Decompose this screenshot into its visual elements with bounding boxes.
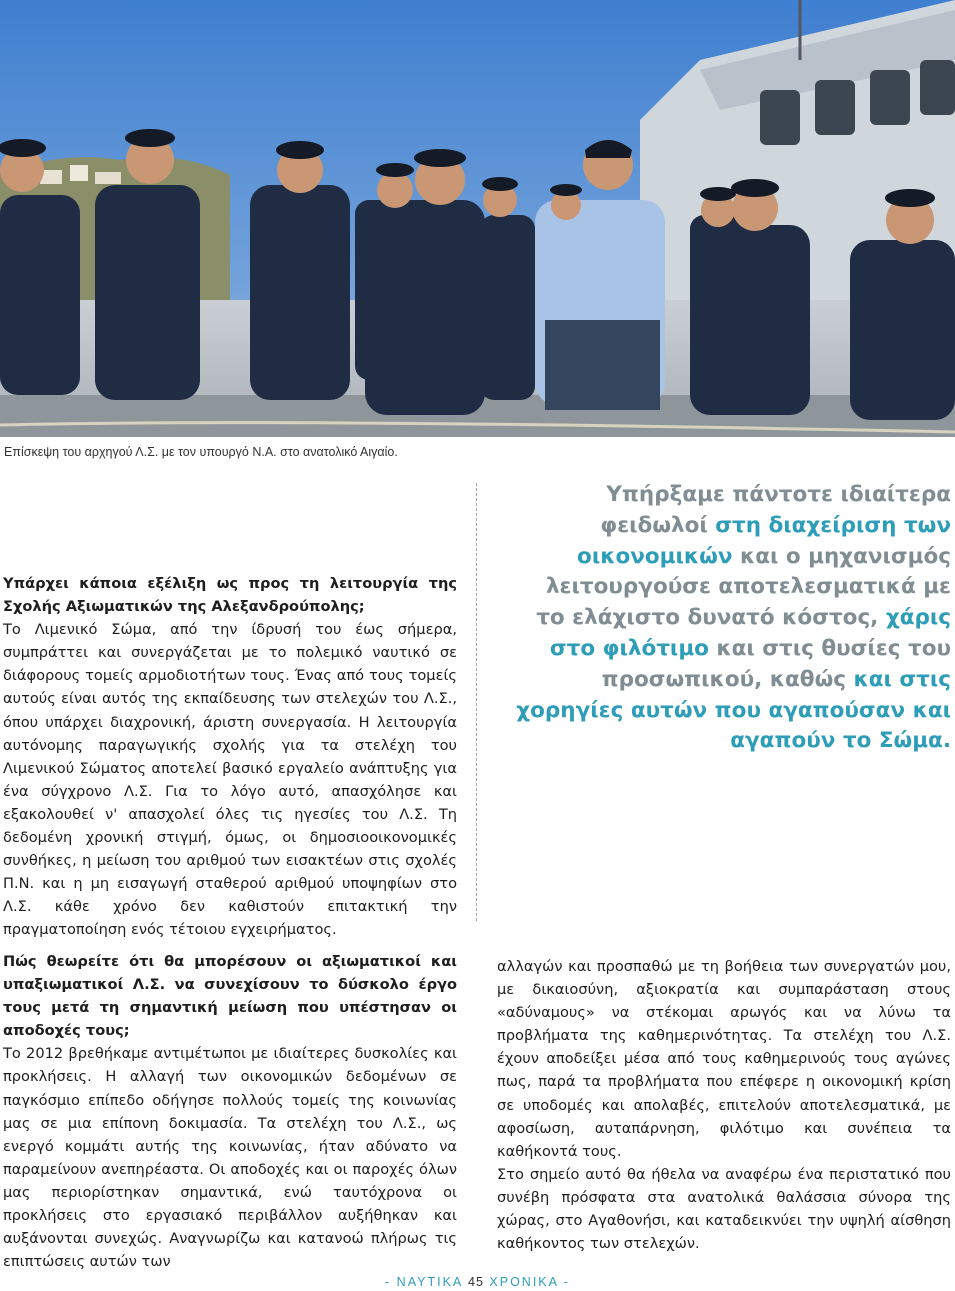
photo-caption: Επίσκεψη του αρχηγού Λ.Σ. με τον υπουργό Ν.Α. στο ανατολικό Αιγαίο. (4, 445, 398, 459)
pull-quote-highlight: στη διαχείριση των οικονομικών (577, 512, 951, 569)
footer-magazine-left: - ΝΑΥΤΙΚΑ (385, 1275, 469, 1289)
answer-2: Το 2012 βρεθήκαμε αντιμέτωποι με ιδιαίτερες δυσκολίες και προκλήσεις. Η αλλαγή των οικονομικών δεδομένων σε παγκόσμιο επίπεδο οδήγησε πολλούς τομείς της κοινωνίας μας σε μια επίπονη δοκιμασία. Τα στελέχη του Λ.Σ., ως ενεργό κομμάτι αυτής της κοινωνίας, ήταν αδύνατο να παραμείνουν ανεπηρέαστα. Οι αποδοχές και οι παροχές όλων μας περιορίστηκαν σημαντικά, ενώ ταυτόχρονα οι προκλήσεις στο εργασιακό περιβάλλον αυξήθηκαν και αυξάνονται συνεχώς. Αναγνωρίζω και κατανοώ πλήρως τις επιπτώσεις αυτών των (3, 1045, 457, 1271)
column-1 (3, 572, 457, 942)
pull-quote-text: Υπήρξαμε πάντοτε ιδιαίτερα φειδωλοί (600, 482, 951, 538)
column-2 (3, 950, 457, 1273)
page-footer (0, 1275, 955, 1289)
column-3 (497, 955, 951, 1255)
group-photo-icon (0, 0, 955, 437)
pull-quote-highlight: χάρις στο φιλότιμο (549, 605, 951, 661)
pull-quote-text: και ο μηχανισμός λειτουργούσε αποτελεσματικά με το ελάχιστο δυνατό κόστος, (536, 543, 951, 631)
pull-quote (511, 480, 951, 757)
question-2: Πώς θεωρείτε ότι θα μπορέσουν οι αξιωματικοί και υπαξιωματικοί Λ.Σ. να συνεχίσουν το δύσκολο έργο τους μετά τη σημαντική μείωση που υπέστησαν οι αποδοχές τους; (3, 953, 457, 1040)
answer-1: Το Λιμενικό Σώμα, από την ίδρυσή του έως σήμερα, συμπράττει και συνεργάζεται με το πολεμικό ναυτικό σε διάφορους τομείς αρμοδιοτήτων τους. Ένας από τους τομείς αυτούς είναι αυτός της εκπαίδευσης των στελεχών του Λ.Σ., όπου υπάρχει διαχρονική, άριστη συνεργασία. Η λειτουργία αυτόνομης παραγωγικής σχολής για τα στελέχη του Λιμενικού Σώματος αποτελεί βασικό εργαλείο ανάπτυξης για ένα σύγχρονο Λ.Σ. Για το λόγο αυτό, απασχόλησε και εξακολουθεί ν' απασχολεί όλες τις ηγεσίες του Λ.Σ. Τη δεδομένη χρονική στιγμή, όμως, οι δημοσιοοικονομικές συνθήκες, η μείωση του αριθμού των εισακτέων στις σχολές Π.Ν. και η μη εισαγωγή σταθερού αριθμού υποψηφίων στο Λ.Σ. κάθε χρόνο δεν καθιστούν επιτακτική την πραγματοποίηση ενός τέτοιου εγχειρήματος. (3, 621, 457, 939)
group-photo (0, 0, 955, 437)
column-divider (476, 483, 477, 921)
footer-magazine-right: ΧΡΟΝΙΚΑ - (483, 1275, 570, 1289)
answer-2-paragraph: Στο σημείο αυτό θα ήθελα να αναφέρω ένα περιστατικό που συνέβη πρόσφατα στα ανατολικά θαλάσσια σύνορα της χώρας, στο Αγαθονήσι, και καταδεικνύει την υψηλή αίσθηση καθήκοντος των στελεχών. (497, 1165, 951, 1253)
question-1: Υπάρχει κάποια εξέλιξη ως προς τη λειτουργία της Σχολής Αξιωματικών της Αλεξανδρούπολης; (3, 575, 457, 616)
pull-quote-highlight: και στις χορηγίες αυτών που αγαπούσαν και αγαπούν το Σώμα. (516, 666, 951, 754)
page-number: 45 (468, 1275, 484, 1289)
pull-quote-text: και στις θυσίες του προσωπικού, καθώς (601, 635, 951, 692)
answer-2-continued: αλλαγών και προσπαθώ με τη βοήθεια των συνεργατών μου, με δικαιοσύνη, αξιοκρατία και συμπαράσταση στους «αδύναμους» να στέκομαι αρωγός και να λύνω τα προβλήματα της καθημερινότητας. Τα στελέχη του Λ.Σ. έχουν αποδείξει μέσα από τους καθημερινούς τους αγώνες πως, παρά τα προβλήματα που επέφερε η οικονομική κρίση σε υποδομές και απολαβές, επιτελούν αποτελεσματικά, με αφοσίωση, αυταπάρνηση, φιλότιμο και συνέπεια τα καθήκοντά τους. (497, 958, 951, 1160)
